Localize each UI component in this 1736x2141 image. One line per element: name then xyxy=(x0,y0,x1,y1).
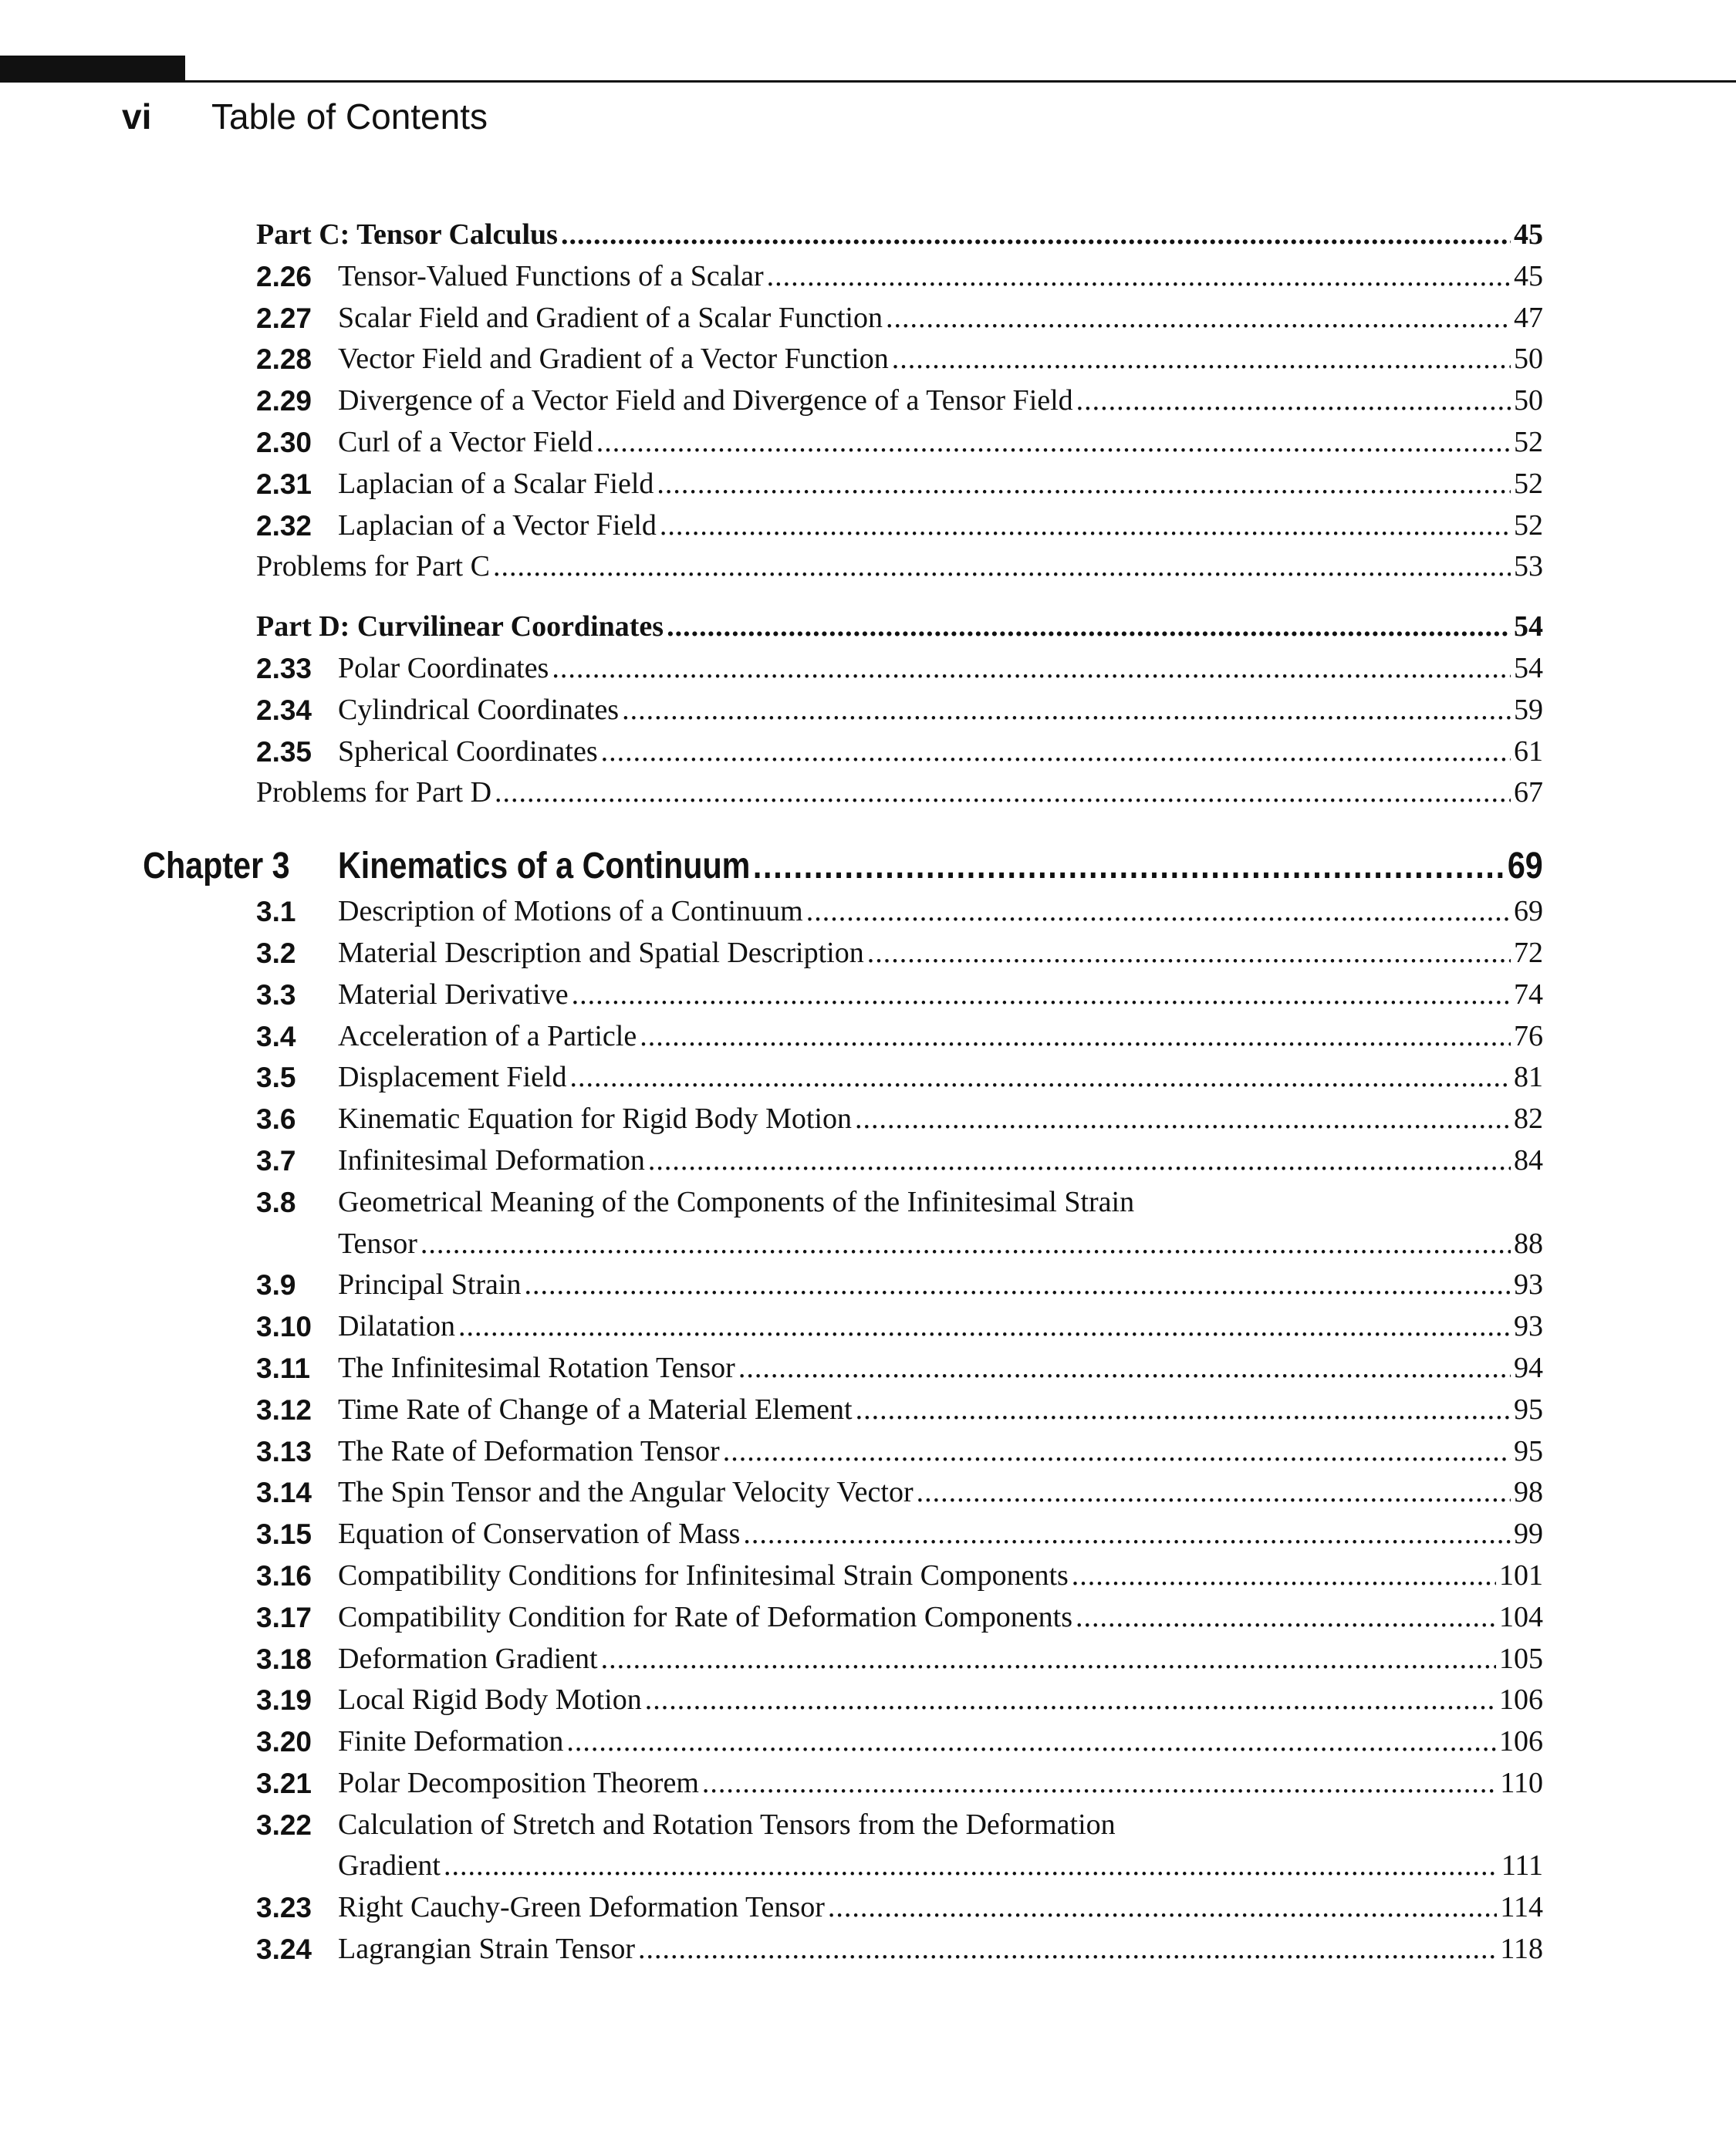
page-number: 82 xyxy=(1514,1103,1543,1136)
entry-title: Kinematic Equation for Rigid Body Motion xyxy=(338,1103,852,1136)
section-number: 3.8 xyxy=(256,1186,296,1218)
toc-entry[interactable] xyxy=(256,1514,1543,1555)
page-number: 52 xyxy=(1514,425,1543,458)
page-number: 110 xyxy=(1500,1766,1543,1799)
page-number: 106 xyxy=(1499,1683,1543,1717)
chapter-title: Kinematics of a Continuum xyxy=(338,846,751,887)
page-number: 52 xyxy=(1514,508,1543,542)
entry-title: Lagrangian Strain Tensor xyxy=(338,1933,635,1966)
page-number: 61 xyxy=(1514,734,1543,768)
entry-title: Problems for Part C xyxy=(256,550,490,583)
dot-leader xyxy=(660,505,1511,547)
toc-entry[interactable] xyxy=(256,339,1543,380)
section-number: 3.21 xyxy=(256,1767,312,1799)
section-number: 2.29 xyxy=(256,385,312,417)
dot-leader xyxy=(767,256,1511,298)
page-number: 45 xyxy=(1514,218,1543,251)
section-number: 2.28 xyxy=(256,343,312,376)
part-title: Part C: Tensor Calculus xyxy=(256,218,558,251)
section-number: 3.1 xyxy=(256,896,296,928)
toc-entry[interactable] xyxy=(256,464,1543,505)
toc-entry[interactable] xyxy=(256,1597,1543,1639)
entry-title: Deformation Gradient xyxy=(338,1642,598,1675)
dot-leader xyxy=(892,339,1511,380)
dot-leader xyxy=(561,214,1511,256)
section-number: 3.24 xyxy=(256,1933,312,1966)
dot-leader xyxy=(1072,1555,1496,1597)
entry-title: Compatibility Conditions for Infinitesimal Strain Components xyxy=(338,1558,1069,1592)
toc-entry[interactable] xyxy=(256,1265,1543,1306)
chapter-label: Chapter 3 xyxy=(143,846,290,887)
entry-title: Calculation of Stretch and Rotation Tensors from the Deformation xyxy=(338,1808,1116,1841)
section-number: 3.20 xyxy=(256,1726,312,1758)
page-number: 98 xyxy=(1514,1476,1543,1509)
toc-entry[interactable] xyxy=(256,891,1543,933)
section-number: 3.6 xyxy=(256,1103,296,1136)
running-header xyxy=(122,91,488,142)
toc-entry[interactable] xyxy=(256,1016,1543,1058)
page-number: 50 xyxy=(1514,343,1543,376)
page-number: 45 xyxy=(1514,259,1543,292)
page-number: 84 xyxy=(1514,1143,1543,1177)
toc-entry[interactable] xyxy=(256,1306,1543,1348)
dot-leader xyxy=(601,731,1511,773)
page-number: 94 xyxy=(1514,1351,1543,1384)
dot-leader xyxy=(596,422,1511,464)
page-number: 59 xyxy=(1514,693,1543,726)
toc-entry[interactable] xyxy=(256,1721,1543,1763)
dot-leader xyxy=(493,546,1511,588)
toc-entry[interactable] xyxy=(256,505,1543,547)
toc-entry[interactable] xyxy=(256,298,1543,339)
dot-leader xyxy=(702,1763,1498,1805)
dot-leader xyxy=(458,1306,1511,1348)
section-number: 2.35 xyxy=(256,735,312,768)
toc-entry[interactable] xyxy=(256,933,1543,974)
dot-leader xyxy=(657,464,1511,505)
entry-title: The Rate of Deformation Tensor xyxy=(338,1434,720,1467)
problems-entry[interactable] xyxy=(256,772,1543,814)
entry-title: Laplacian of a Scalar Field xyxy=(338,467,654,500)
section-number: 3.19 xyxy=(256,1684,312,1717)
entry-title: Time Rate of Change of a Material Element xyxy=(338,1393,853,1426)
page-number: 106 xyxy=(1499,1725,1543,1758)
dot-leader xyxy=(855,1099,1511,1140)
section-number: 3.7 xyxy=(256,1144,296,1177)
page-number: 93 xyxy=(1514,1310,1543,1343)
entry-title: Divergence of a Vector Field and Divergence of a Tensor Field xyxy=(338,384,1073,417)
page-number: 95 xyxy=(1514,1434,1543,1467)
entry-title: Compatibility Condition for Rate of Deformation Components xyxy=(338,1600,1073,1633)
toc-entry[interactable] xyxy=(256,1057,1543,1099)
dot-leader xyxy=(570,1057,1511,1099)
page-number: 88 xyxy=(1514,1227,1543,1260)
entry-title: Local Rigid Body Motion xyxy=(338,1683,642,1717)
toc-entry-first-line[interactable] xyxy=(256,1182,1543,1224)
page-number: 104 xyxy=(1499,1600,1543,1633)
page-number: 95 xyxy=(1514,1393,1543,1426)
entry-title-continuation: Tensor xyxy=(338,1227,417,1260)
part-heading[interactable] xyxy=(256,214,1543,256)
section-number: 2.33 xyxy=(256,652,312,684)
entry-title: Infinitesimal Deformation xyxy=(338,1143,645,1177)
part-title: Part D: Curvilinear Coordinates xyxy=(256,610,664,643)
entry-title: Spherical Coordinates xyxy=(338,734,598,768)
dot-leader xyxy=(622,690,1511,731)
entry-title: Principal Strain xyxy=(338,1268,522,1302)
entry-title: Finite Deformation xyxy=(338,1725,564,1758)
section-number: 3.18 xyxy=(256,1643,312,1675)
entry-title: Material Description and Spatial Description xyxy=(338,936,864,969)
dot-leader xyxy=(640,1016,1511,1058)
dot-leader xyxy=(524,1265,1511,1306)
toc-entry[interactable] xyxy=(256,1639,1543,1680)
section-number: 2.27 xyxy=(256,302,312,334)
section-number: 3.14 xyxy=(256,1477,312,1509)
page-number: 111 xyxy=(1501,1849,1543,1883)
section-number: 3.15 xyxy=(256,1518,312,1551)
toc-entry[interactable] xyxy=(256,690,1543,731)
entry-title: Curl of a Vector Field xyxy=(338,425,593,458)
section-number: 2.30 xyxy=(256,426,312,458)
toc-entry-first-line[interactable] xyxy=(256,1805,1543,1846)
toc-entry[interactable] xyxy=(256,1887,1543,1929)
part-heading[interactable] xyxy=(256,606,1543,648)
chapter-3-section xyxy=(0,842,1736,1970)
dot-leader xyxy=(917,1472,1511,1514)
part-c-section xyxy=(0,214,1736,588)
page-number: 81 xyxy=(1514,1061,1543,1094)
toc-entry[interactable] xyxy=(256,1099,1543,1140)
toc-entry[interactable] xyxy=(256,422,1543,464)
section-number: 3.9 xyxy=(256,1269,296,1302)
section-number: 3.23 xyxy=(256,1892,312,1924)
entry-title: Tensor-Valued Functions of a Scalar xyxy=(338,259,764,292)
section-number: 3.16 xyxy=(256,1559,312,1592)
dot-leader xyxy=(1076,380,1511,422)
page-number: 72 xyxy=(1514,936,1543,969)
page-number: 47 xyxy=(1514,301,1543,334)
page-number: 53 xyxy=(1514,550,1543,583)
dot-leader xyxy=(743,1514,1511,1555)
toc-entry[interactable] xyxy=(256,731,1543,773)
entry-title: Displacement Field xyxy=(338,1061,567,1094)
entry-title: The Spin Tensor and the Angular Velocity Vector xyxy=(338,1476,914,1509)
toc-entry[interactable] xyxy=(256,974,1543,1016)
toc-entry[interactable] xyxy=(256,1140,1543,1182)
dot-leader xyxy=(645,1680,1496,1721)
page-number: 54 xyxy=(1514,651,1543,684)
chapter-heading[interactable] xyxy=(143,842,1543,891)
page-number: 50 xyxy=(1514,384,1543,417)
page-numeral: vi xyxy=(122,96,152,137)
header-rule xyxy=(0,80,1736,83)
section-number: 2.26 xyxy=(256,260,312,292)
section-number: 3.12 xyxy=(256,1393,312,1426)
dot-leader xyxy=(420,1224,1511,1265)
dot-leader xyxy=(495,772,1511,814)
entry-title-continuation: Gradient xyxy=(338,1849,441,1883)
page-number: 114 xyxy=(1500,1891,1543,1924)
dot-leader xyxy=(753,842,1505,891)
dot-leader xyxy=(444,1846,1498,1887)
entry-title: Laplacian of a Vector Field xyxy=(338,508,657,542)
section-number: 3.2 xyxy=(256,937,296,969)
entry-title: Scalar Field and Gradient of a Scalar Function xyxy=(338,301,883,334)
page-number: 52 xyxy=(1514,467,1543,500)
dot-leader xyxy=(667,606,1511,648)
entry-title: Polar Decomposition Theorem xyxy=(338,1766,699,1799)
page-number: 105 xyxy=(1499,1642,1543,1675)
toc-entry[interactable] xyxy=(256,380,1543,422)
page-number: 54 xyxy=(1514,610,1543,643)
dot-leader xyxy=(566,1721,1496,1763)
running-header-title: Table of Contents xyxy=(211,96,488,137)
page-number: 99 xyxy=(1514,1518,1543,1551)
entry-title: Description of Motions of a Continuum xyxy=(338,895,803,928)
section-number: 2.31 xyxy=(256,468,312,500)
section-number: 3.3 xyxy=(256,978,296,1011)
entry-title: Material Derivative xyxy=(338,978,569,1011)
section-number: 3.10 xyxy=(256,1311,312,1343)
header-black-bar xyxy=(0,56,185,82)
section-number: 2.32 xyxy=(256,509,312,542)
toc-entry-continuation[interactable] xyxy=(338,1224,1543,1265)
entry-title: The Infinitesimal Rotation Tensor xyxy=(338,1351,735,1384)
dot-leader xyxy=(601,1639,1496,1680)
section-number: 3.22 xyxy=(256,1808,312,1841)
toc-entry[interactable] xyxy=(256,1390,1543,1431)
entry-title: Cylindrical Coordinates xyxy=(338,693,620,726)
page-number: 74 xyxy=(1514,978,1543,1011)
dot-leader xyxy=(828,1887,1498,1929)
dot-leader xyxy=(638,1929,1497,1970)
page-number: 101 xyxy=(1499,1558,1543,1592)
page-number: 93 xyxy=(1514,1268,1543,1302)
toc-entry[interactable] xyxy=(256,1348,1543,1390)
entry-title: Problems for Part D xyxy=(256,776,492,809)
section-number: 3.4 xyxy=(256,1020,296,1052)
page-number: 118 xyxy=(1500,1933,1543,1966)
toc-entry[interactable] xyxy=(256,648,1543,690)
toc-entry[interactable] xyxy=(256,1555,1543,1597)
entry-title: Vector Field and Gradient of a Vector Function xyxy=(338,343,889,376)
toc-entry[interactable] xyxy=(256,1431,1543,1473)
toc-entry[interactable] xyxy=(256,1929,1543,1970)
entry-title: Geometrical Meaning of the Components of the Infinitesimal Strain xyxy=(338,1185,1135,1218)
dot-leader xyxy=(1076,1597,1496,1639)
page-number: 69 xyxy=(1514,895,1543,928)
problems-entry[interactable] xyxy=(256,546,1543,588)
toc-entry[interactable] xyxy=(256,1472,1543,1514)
page-number: 67 xyxy=(1514,776,1543,809)
entry-title: Acceleration of a Particle xyxy=(338,1019,637,1052)
entry-title: Equation of Conservation of Mass xyxy=(338,1518,741,1551)
dot-leader xyxy=(856,1390,1511,1431)
section-number: 3.13 xyxy=(256,1435,312,1467)
section-number: 3.11 xyxy=(256,1352,310,1384)
dot-leader xyxy=(886,298,1511,339)
dot-leader xyxy=(738,1348,1511,1390)
section-number: 3.5 xyxy=(256,1062,296,1094)
dot-leader xyxy=(648,1140,1511,1182)
entry-title: Dilatation xyxy=(338,1310,455,1343)
page-number: 76 xyxy=(1514,1019,1543,1052)
section-number: 3.17 xyxy=(256,1601,312,1633)
toc-entry-continuation[interactable] xyxy=(338,1846,1543,1887)
dot-leader xyxy=(572,974,1511,1016)
table-of-contents xyxy=(0,214,1736,1970)
dot-leader xyxy=(867,933,1511,974)
part-d-section xyxy=(0,606,1736,814)
toc-entry[interactable] xyxy=(256,1763,1543,1805)
dot-leader xyxy=(806,891,1511,933)
entry-title: Right Cauchy-Green Deformation Tensor xyxy=(338,1891,825,1924)
dot-leader xyxy=(723,1431,1511,1473)
page-number: 69 xyxy=(1507,846,1543,887)
entry-title: Polar Coordinates xyxy=(338,651,549,684)
toc-entry[interactable] xyxy=(256,1680,1543,1721)
dot-leader xyxy=(552,648,1511,690)
section-number: 2.34 xyxy=(256,694,312,726)
toc-entry[interactable] xyxy=(256,256,1543,298)
